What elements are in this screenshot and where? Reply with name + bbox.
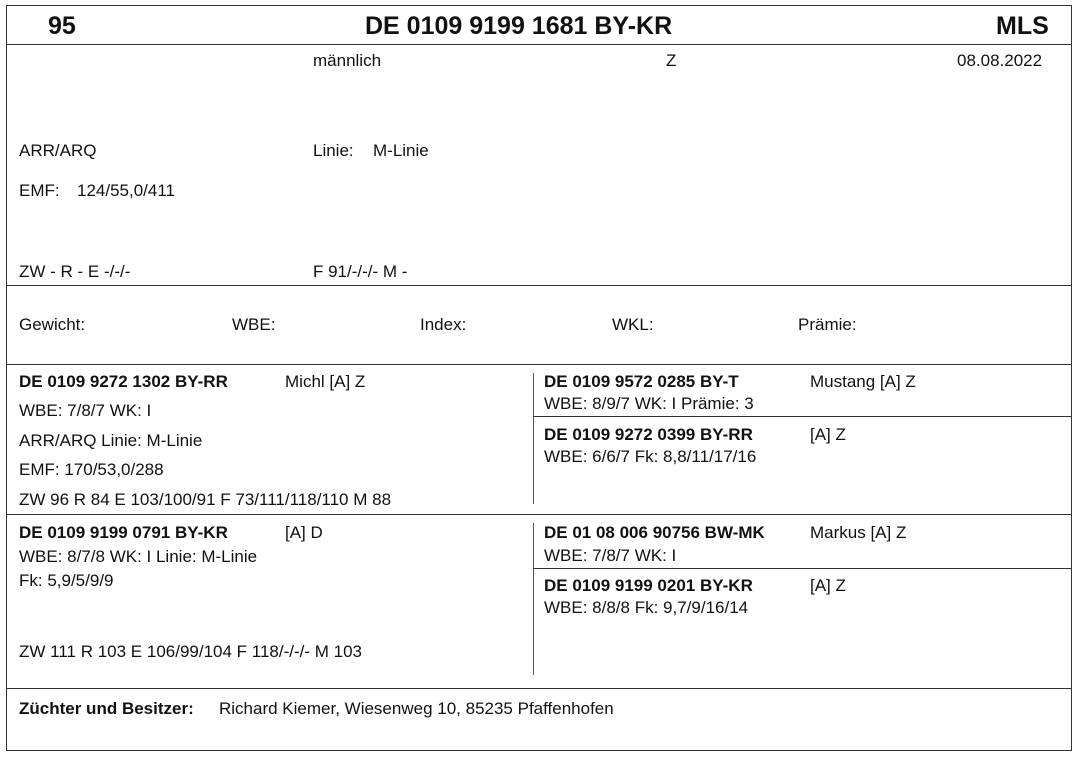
- dam-column-divider: [533, 523, 534, 675]
- dam-name: [A] D: [285, 523, 323, 542]
- dam-dam-wbe: WBE: 8/8/8 Fk: 9,7/9/16/14: [544, 598, 749, 617]
- sire-column-divider: [533, 373, 534, 504]
- sire-dam-wbe: WBE: 6/6/7 Fk: 8,8/11/17/16: [544, 447, 757, 466]
- info-divider: [6, 285, 1072, 286]
- sire-sire-name: Mustang [A] Z: [810, 372, 916, 391]
- sire-emf: EMF: 170/53,0/288: [19, 460, 164, 479]
- sire-grandparents-divider: [533, 416, 1072, 417]
- dam-dam-name: [A] Z: [810, 576, 846, 595]
- breeder-divider: [6, 688, 1072, 689]
- sire-wbe: WBE: 7/8/7 WK: I: [19, 401, 152, 420]
- dam-zw: ZW 111 R 103 E 106/99/104 F 118/-/-/- M 103: [19, 642, 363, 661]
- sire-dam-name: [A] Z: [810, 425, 846, 444]
- birth-date: 08.08.2022: [957, 51, 1043, 70]
- gewicht-label: Gewicht:: [19, 315, 86, 334]
- breeder-value: Richard Kiemer, Wiesenweg 10, 85235 Pfaffenhofen: [219, 699, 614, 718]
- sire-dam-divider: [6, 514, 1072, 515]
- sire-id: DE 0109 9272 1302 BY-RR: [19, 372, 228, 391]
- catalog-number: 95: [48, 12, 76, 40]
- dam-fk: Fk: 5,9/5/9/9: [19, 571, 114, 590]
- sire-zw: ZW 96 R 84 E 103/100/91 F 73/111/118/110 M 88: [19, 490, 392, 509]
- zw-values: ZW - R - E -/-/-: [19, 262, 131, 281]
- linie-label: Linie:: [313, 141, 354, 160]
- emf-label: EMF:: [19, 181, 60, 200]
- dam-id: DE 0109 9199 0791 BY-KR: [19, 523, 228, 542]
- dam-sire-id: DE 01 08 006 90756 BW-MK: [544, 523, 765, 542]
- dam-sire-wbe: WBE: 7/8/7 WK: I: [544, 546, 677, 565]
- metrics-divider: [6, 364, 1072, 365]
- animal-id: DE 0109 9199 1681 BY-KR: [365, 12, 673, 40]
- sire-linie: ARR/ARQ Linie: M-Linie: [19, 431, 203, 450]
- breeder-label: Züchter und Besitzer:: [19, 699, 194, 718]
- sire-sire-id: DE 0109 9572 0285 BY-T: [544, 372, 739, 391]
- dam-dam-id: DE 0109 9199 0201 BY-KR: [544, 576, 753, 595]
- dam-wbe: WBE: 8/7/8 WK: I Linie: M-Linie: [19, 547, 258, 566]
- breed-tag: MLS: [996, 12, 1049, 40]
- emf-value: 124/55,0/411: [77, 181, 175, 200]
- linie-value: M-Linie: [373, 141, 429, 160]
- index-label: Index:: [420, 315, 467, 334]
- marker: Z: [666, 51, 677, 70]
- wbe-label: WBE:: [232, 315, 276, 334]
- sire-sire-wbe: WBE: 8/9/7 WK: I Prämie: 3: [544, 394, 754, 413]
- dam-grandparents-divider: [533, 568, 1072, 569]
- f-values: F 91/-/-/- M -: [313, 262, 408, 281]
- sire-name: Michl [A] Z: [285, 372, 366, 391]
- sire-dam-id: DE 0109 9272 0399 BY-RR: [544, 425, 753, 444]
- wkl-label: WKL:: [612, 315, 654, 334]
- dam-sire-name: Markus [A] Z: [810, 523, 907, 542]
- genotype: ARR/ARQ: [19, 141, 97, 160]
- sex: männlich: [313, 51, 382, 70]
- header-divider: [6, 44, 1072, 45]
- praemie-label: Prämie:: [798, 315, 857, 334]
